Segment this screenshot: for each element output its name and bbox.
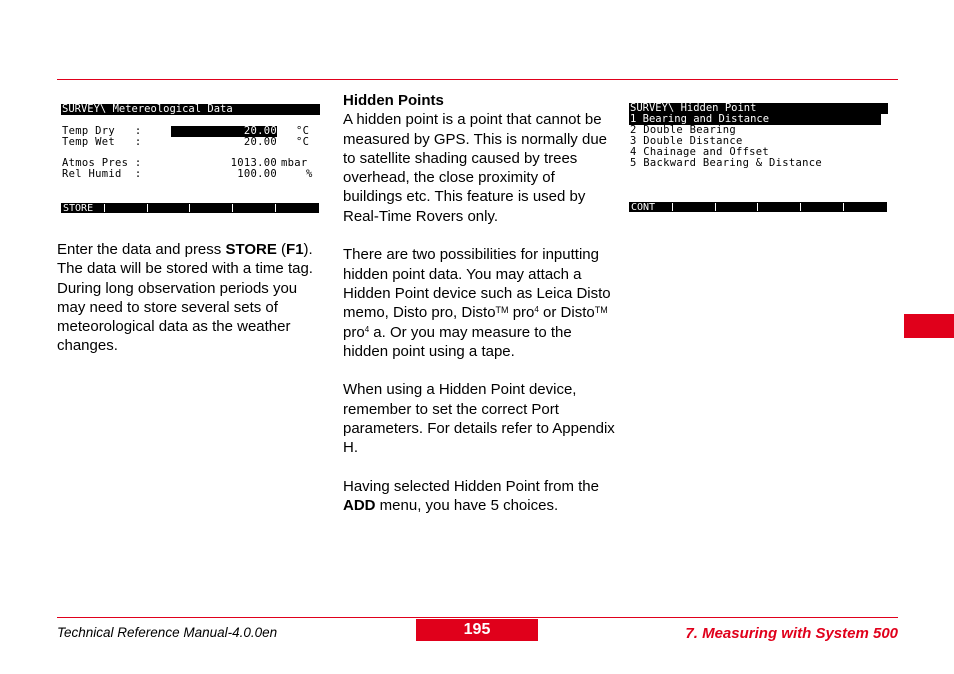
middle-column [343,91,615,516]
screen2-item-3[interactable]: 3 Double Distance [630,135,743,147]
paragraph-3: When using a Hidden Point device, remember to set the correct Port parameters. For details refer to Appendix H. [343,381,615,457]
f2-key[interactable] [104,204,147,212]
screen2-title: SURVEY\ Hidden Point [629,103,888,114]
screen1-temp-dry-unit: °C [296,125,310,137]
screen1-row-atmos-pres-label: Atmos Pres : [62,157,142,169]
paragraph-4: Having selected Hidden Point from the ADD menu, you have 5 choices. [343,477,599,515]
cont-f1-key[interactable]: CONT [631,202,656,213]
screen1-row-temp-dry-label: Temp Dry : [62,125,142,137]
f5-key[interactable] [800,203,843,211]
screen1-atmos-pres-unit: mbar [281,157,308,169]
f3-key[interactable] [715,203,758,211]
f1-keyword: F1 [286,241,304,258]
manual-title: Technical Reference Manual-4.0.0en [57,625,278,640]
add-keyword: ADD [343,497,376,515]
screen2-item-5[interactable]: 5 Backward Bearing & Distance [630,157,823,169]
f6-key[interactable] [275,204,318,212]
f4-key[interactable] [757,203,800,211]
screen1-row-rel-humid-label: Rel Humid : [62,168,142,180]
f3-key[interactable] [147,204,190,212]
screen1-rel-humid-value[interactable]: 100.00 [237,168,277,180]
screen1-rel-humid-unit: % [306,168,313,180]
chapter-tab-marker [904,314,954,338]
page-number: 195 [416,619,538,641]
f6-key[interactable] [843,203,886,211]
left-paragraph: Enter the data and press STORE (F1). The data will be stored with a time tag. During long observation periods you may need to store several sets of meteorological data as the weather changes. [57,241,313,355]
screen1-temp-wet-unit: °C [296,136,310,148]
screen1-row-temp-wet-label: Temp Wet : [62,136,142,148]
screen1-temp-wet-value[interactable]: 20.00 [243,136,277,148]
screen1-function-keys [61,203,319,213]
chapter-title: 7. Measuring with System 500 [685,625,898,642]
screen1-atmos-pres-value[interactable]: 1013.00 [230,157,277,169]
bottom-rule [57,617,898,618]
screen2-item-2[interactable]: 2 Double Bearing [630,124,736,136]
screen2-item-4[interactable]: 4 Chainage and Offset [630,146,770,158]
f5-key[interactable] [232,204,275,212]
top-rule [57,79,898,80]
paragraph-1: A hidden point is a point that cannot be measured by GPS. This is normally due to satellite shading caused by trees overhead, the close proximity of buildings etc. This feature is used by Real-Time Rovers only. [343,111,608,225]
paragraph-2: There are two possibilities for inputting hidden point data. You may attach a Hidden Point device such as Leica Disto memo, Disto pro, Disto™ pro$^4$ or Disto™ pro$^4$ a. Or you may measure to the hidden point using a tape. [343,246,611,360]
screen2-item-1[interactable]: 1 Bearing and Distance [629,114,881,125]
store-f1-key[interactable]: STORE [63,203,94,214]
section-heading: Hidden Points [343,92,444,109]
f2-key[interactable] [672,203,715,211]
screen1-title: SURVEY\ Metereological Data [61,104,320,115]
f4-key[interactable] [189,204,232,212]
store-keyword: STORE [225,241,277,258]
screen2-function-keys [629,202,887,212]
screen1-temp-dry-value[interactable]: 20.00 [171,126,277,137]
